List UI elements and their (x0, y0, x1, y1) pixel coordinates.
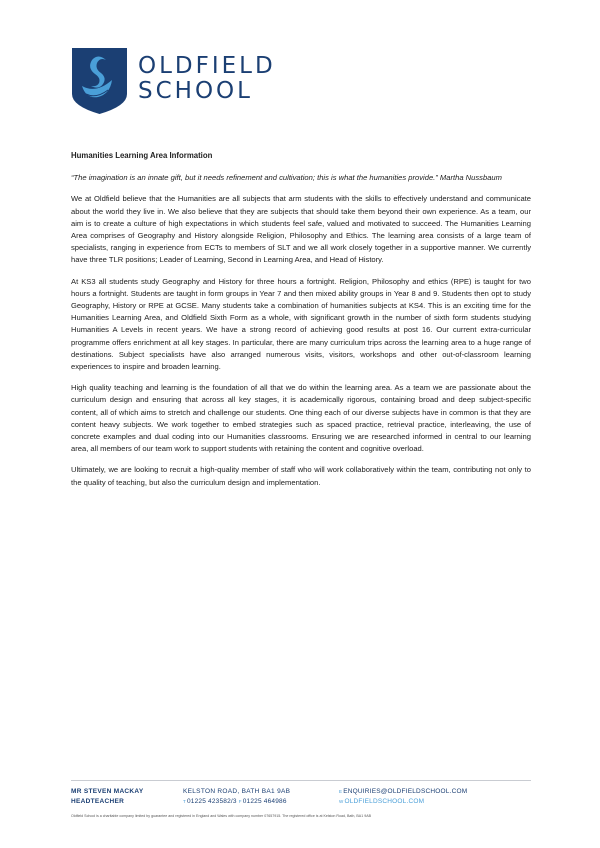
footer-divider (71, 780, 531, 781)
email-link[interactable]: ENQUIRIES@OLDFIELDSCHOOL.COM (343, 788, 468, 795)
school-logo (72, 48, 292, 114)
phone-number: 01225 423582/3 (186, 798, 237, 805)
school-address: KELSTON ROAD, BATH BA1 9AB (183, 788, 291, 795)
headteacher-role: HEADTEACHER (71, 798, 125, 805)
headteacher-name: MR STEVEN MACKAY (71, 788, 144, 795)
phone-label: T (183, 799, 186, 804)
document-heading: Humanities Learning Area Information (71, 151, 213, 160)
paragraph-recruitment: Ultimately, we are looking to recruit a high-quality member of staff who will work collaboratively within the team, contributing not only to the quality of teaching, but also the curriculum design and implementation. (71, 465, 531, 487)
footer-address (183, 787, 290, 807)
web-label: W (339, 799, 344, 804)
paragraph-ks3: At KS3 all students study Geography and History for three hours a fortnight. Religion, Philosophy and ethics (RPE) is taught for two hours a fortnight. Students are taught in form groups in Year 7 and then mixed ability groups in Year 8 and 9. Students then opt to study Geography, History or RPE at GCSE. Many students take a combination of humanities subjects at KS4. This is an exciting time for the Humanities Learning Area, and Oldfield Sixth Form as a whole, with significant growth in the number of sixth form students studying Humanities A Levels in recent years. We have a strong record of achieving good results at post 16. Our current extra-curricular programme offers enrichment at all key stages. In particular, there are many curriculum trips across the learning area to a huge range of destinations. Subject specialists have also arranged numerous visits, visitors, workshops and other out-of-classroom learning experiences to inspire and broaden learning. (71, 276, 531, 372)
fax-label: F (238, 799, 242, 804)
website-link[interactable]: OLDFIELDSCHOOL.COM (344, 798, 425, 805)
fax-number: 01225 464986 (242, 798, 287, 805)
email-line (339, 787, 467, 797)
footer-online (339, 787, 467, 807)
email-label: E (339, 789, 343, 794)
school-name-line2: SCHOOL (138, 78, 253, 104)
opening-quote: “The imagination is an innate gift, but it needs refinement and cultivation; this is what the humanities provide.” Martha Nussbaum (71, 173, 502, 183)
legal-notice: Oldfield School is a charitable company limited by guarantee and registered in England and Wales with company number 07657915. The registered office is at Kelston Road, Bath, BA1 9AB (71, 814, 371, 818)
paragraph-teaching: High quality teaching and learning is the foundation of all that we do within the learning area. As a team we are passionate about the curriculum design and ensuring that across all key stages, it is academically rigorous, containing broad and deep subject-specific content, all of which aims to stretch and challenge our students. One thing each of our diverse subjects have in common is that they are content heavy subjects. We work together to embed strategies such as spaced practice, retrieval practice, interleaving, the use of concrete examples and dual coding into our Humanities classrooms. Ensuring we are researched informed in central to our learning area, all members of our team work to support students with retaining the content and cognitive overload. (71, 383, 531, 454)
document-body (71, 150, 531, 498)
phone-fax (183, 797, 290, 807)
footer-contact-person (71, 787, 143, 807)
swan-crest-icon (72, 48, 127, 114)
school-name (138, 54, 276, 104)
paragraph-intro: We at Oldfield believe that the Humanities are all subjects that arm students with the skills to effectively understand and communicate about the world they live in. We also believe that they are subjects that should take them beyond their own experience. As a team, our aim is to create a culture of high expectations in which students feel safe, valued and motivated to succeed. The Humanities Learning Area comprises of Geography and History alongside Religion, Philosophy and Ethics. The learning area consists of a large team of specialists, ranging in experience from ECTs to members of SLT and we all work closely together in a supportive manner. We currently have three TLR positions; Leader of Learning, Second in Learning Area, and Head of History. (71, 194, 531, 265)
school-name-line1: OLDFIELD (138, 53, 276, 79)
web-line (339, 797, 467, 807)
